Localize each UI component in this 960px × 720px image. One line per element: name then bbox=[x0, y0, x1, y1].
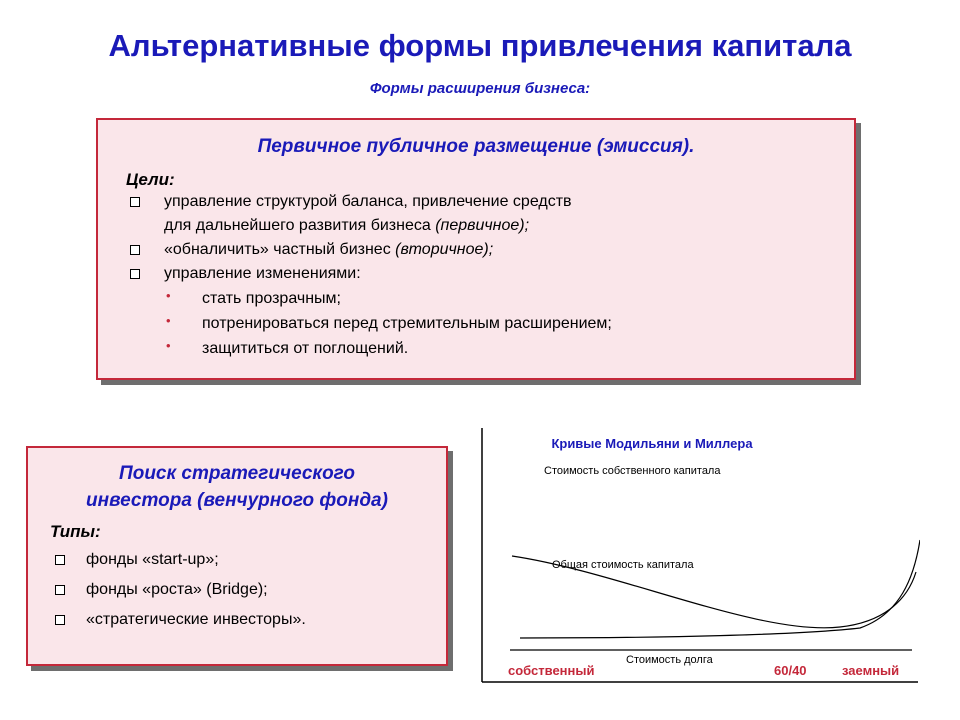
item-text: «обналичить» частный бизнес bbox=[164, 241, 396, 258]
list-item bbox=[28, 608, 446, 632]
bullet-dot-icon: • bbox=[166, 313, 171, 328]
checkbox-square-icon bbox=[130, 245, 140, 255]
goals-label: Цели: bbox=[126, 170, 175, 189]
item-text-line2 bbox=[164, 214, 854, 238]
item-text: управление изменениями: bbox=[164, 265, 361, 282]
item-text: фонды «start-up»; bbox=[86, 551, 219, 568]
item-text: фонды «роста» (Bridge); bbox=[86, 581, 268, 598]
investor-box-title bbox=[28, 460, 446, 514]
checkbox-square-icon bbox=[55, 555, 65, 565]
x-label-equity: собственный bbox=[508, 663, 595, 678]
checkbox-square-icon bbox=[130, 269, 140, 279]
x-label-ratio: 60/40 bbox=[774, 663, 807, 678]
page-title: Альтернативные формы привлечения капитала bbox=[108, 28, 852, 63]
sub-item-text: стать прозрачным; bbox=[202, 290, 341, 307]
item-text: «стратегические инвесторы». bbox=[86, 611, 306, 628]
sub-item-text: защититься от поглощений. bbox=[202, 340, 409, 357]
ipo-box bbox=[96, 118, 856, 380]
sub-list-item bbox=[98, 311, 854, 336]
sub-item-text: потренироваться перед стремительным расширением; bbox=[202, 315, 612, 332]
list-item bbox=[28, 548, 446, 572]
mm-chart bbox=[480, 428, 920, 684]
list-item bbox=[98, 238, 854, 262]
bullet-dot-icon: • bbox=[166, 288, 171, 303]
investor-title-line2: инвестора (венчурного фонда) bbox=[86, 490, 388, 511]
list-item bbox=[98, 190, 854, 238]
page-subtitle: Формы расширения бизнеса: bbox=[369, 80, 591, 97]
types-list bbox=[28, 548, 446, 632]
list-item bbox=[98, 262, 854, 286]
item-note: (первичное); bbox=[435, 217, 530, 234]
checkbox-square-icon bbox=[55, 585, 65, 595]
investor-box bbox=[26, 446, 448, 666]
checkbox-square-icon bbox=[130, 197, 140, 207]
bullet-dot-icon: • bbox=[166, 338, 171, 353]
chart-title: Кривые Модильяни и Миллера bbox=[551, 436, 753, 451]
change-subitems bbox=[98, 286, 854, 361]
sub-list-item bbox=[98, 286, 854, 311]
goals-list bbox=[98, 190, 854, 286]
sub-list-item bbox=[98, 336, 854, 361]
item-text: управление структурой баланса, привлечение средств bbox=[164, 193, 572, 210]
x-label-debt: заемный bbox=[842, 663, 900, 678]
checkbox-square-icon bbox=[55, 615, 65, 625]
series-label-debt-cost: Стоимость долга bbox=[626, 654, 713, 666]
list-item bbox=[28, 578, 446, 602]
ipo-box-title: Первичное публичное размещение (эмиссия). bbox=[257, 136, 695, 157]
series-label-total-cost: Общая стоимость капитала bbox=[552, 559, 694, 571]
series-label-equity-cost: Стоимость собственного капитала bbox=[544, 465, 721, 477]
item-note: (вторичное); bbox=[395, 241, 494, 258]
types-label: Типы: bbox=[50, 522, 101, 541]
item-text: для дальнейшего развития бизнеса bbox=[164, 217, 436, 234]
investor-title-line1: Поиск стратегического bbox=[119, 463, 355, 484]
